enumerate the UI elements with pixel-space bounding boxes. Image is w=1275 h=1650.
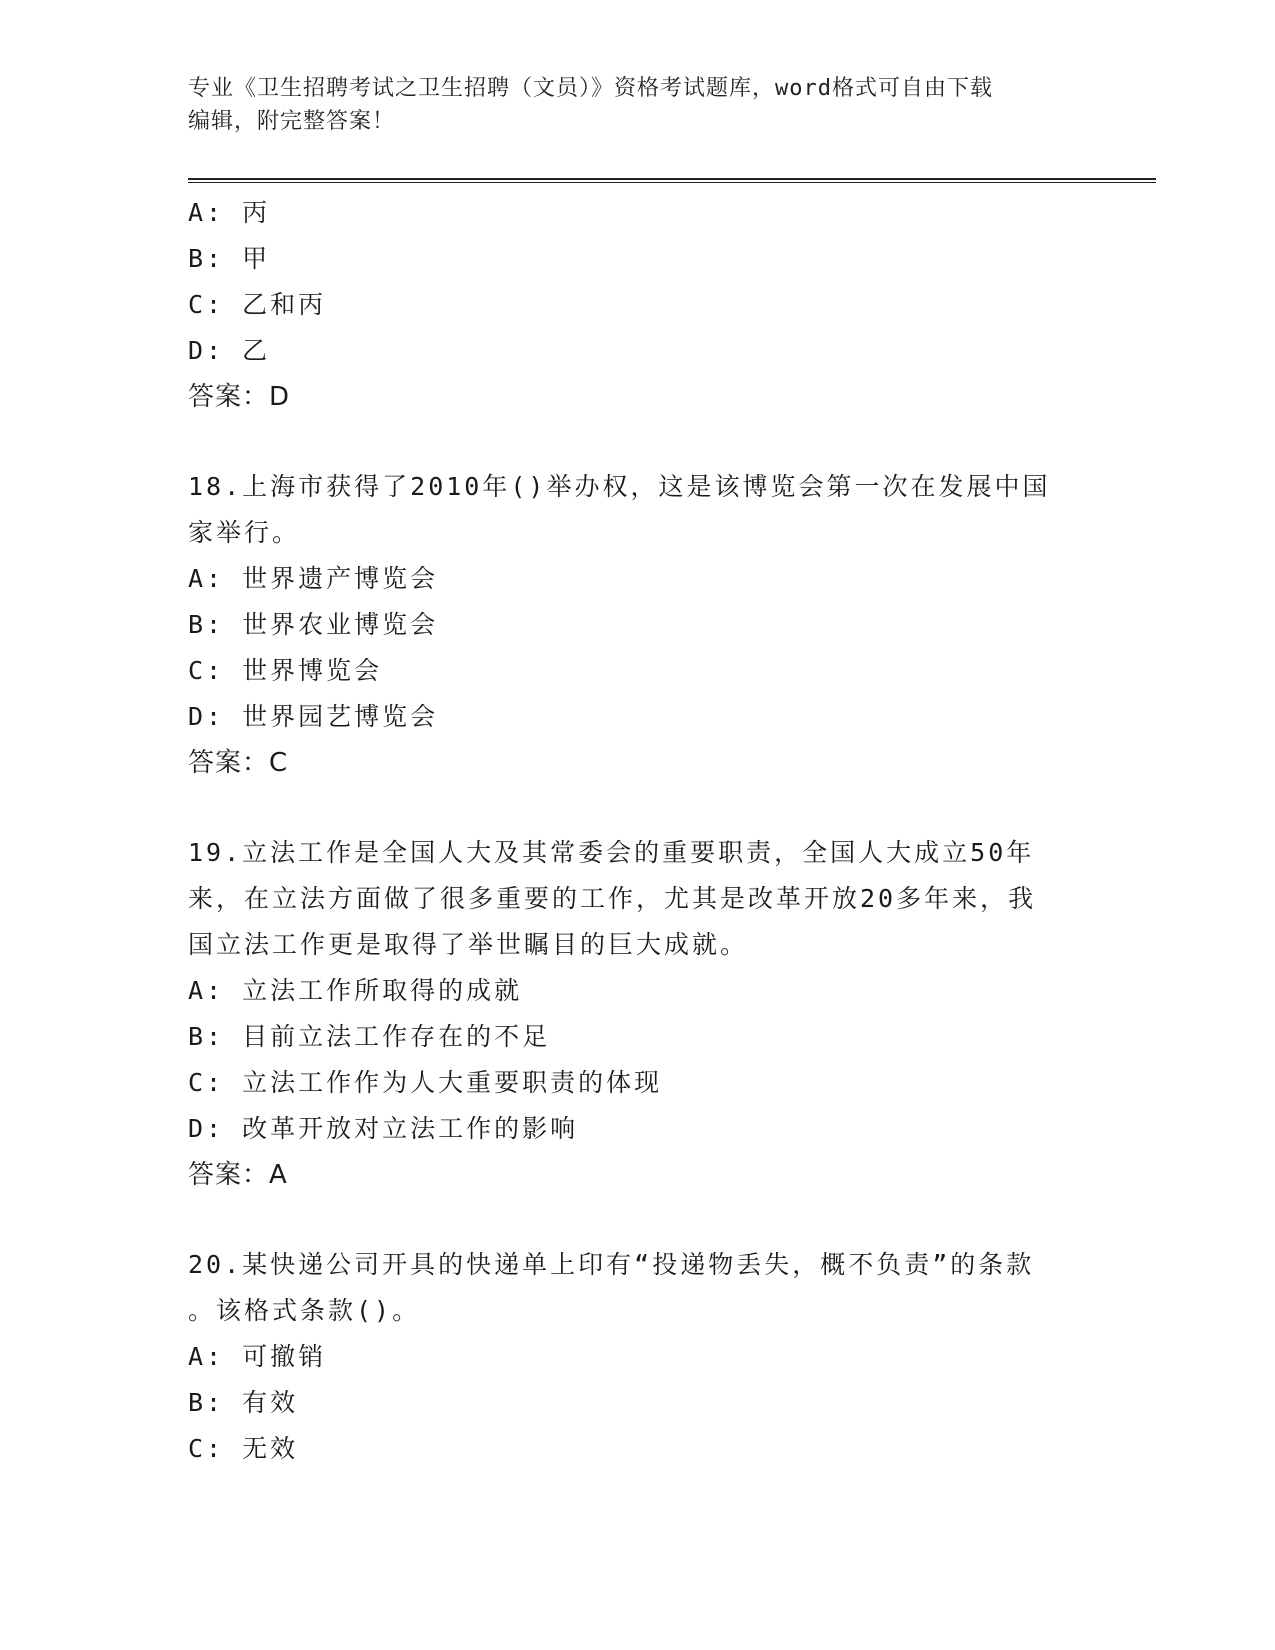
question-stem-line: 20.某快递公司开具的快递单上印有“投递物丢失，概不负责”的条款 xyxy=(188,1250,1035,1279)
answer: 答案：C xyxy=(188,748,289,778)
question-stem-line: 国立法工作更是取得了举世瞩目的巨大成就。 xyxy=(188,930,749,959)
header-divider xyxy=(188,178,1156,183)
question-list xyxy=(188,190,1088,1472)
option-c: C: 乙和丙 xyxy=(188,290,327,319)
option-b: B: 甲 xyxy=(188,244,271,273)
option-c: C: 无效 xyxy=(188,1434,299,1463)
option-d: D: 乙 xyxy=(188,336,271,365)
option-a: A: 世界遗产博览会 xyxy=(188,564,439,593)
header-line-2: 编辑，附完整答案！ xyxy=(188,109,396,134)
question-stem-line: 。该格式条款()。 xyxy=(188,1296,421,1325)
answer: 答案：A xyxy=(188,1160,288,1190)
question-20 xyxy=(188,1242,1088,1472)
option-b: B: 目前立法工作存在的不足 xyxy=(188,1022,551,1051)
option-a: A: 立法工作所取得的成就 xyxy=(188,976,523,1005)
option-b: B: 有效 xyxy=(188,1388,299,1417)
option-b: B: 世界农业博览会 xyxy=(188,610,439,639)
question-stem-line: 家举行。 xyxy=(188,518,301,547)
option-d: D: 世界园艺博览会 xyxy=(188,702,439,731)
document-header xyxy=(188,72,1088,138)
option-a: A: 丙 xyxy=(188,198,271,227)
question-18 xyxy=(188,464,1088,786)
answer: 答案：D xyxy=(188,382,291,412)
option-c: C: 世界博览会 xyxy=(188,656,383,685)
header-line-1: 专业《卫生招聘考试之卫生招聘（文员）》资格考试题库，word格式可自由下载 xyxy=(188,76,993,101)
question-stem-line: 18.上海市获得了2010年()举办权，这是该博览会第一次在发展中国 xyxy=(188,472,1051,501)
question-17 xyxy=(188,190,1088,420)
option-d: D: 改革开放对立法工作的影响 xyxy=(188,1114,579,1143)
question-19 xyxy=(188,830,1088,1198)
question-stem-line: 来，在立法方面做了很多重要的工作，尤其是改革开放20多年来，我 xyxy=(188,884,1037,913)
option-a: A: 可撤销 xyxy=(188,1342,327,1371)
question-stem-line: 19.立法工作是全国人大及其常委会的重要职责，全国人大成立50年 xyxy=(188,838,1035,867)
option-c: C: 立法工作作为人大重要职责的体现 xyxy=(188,1068,663,1097)
